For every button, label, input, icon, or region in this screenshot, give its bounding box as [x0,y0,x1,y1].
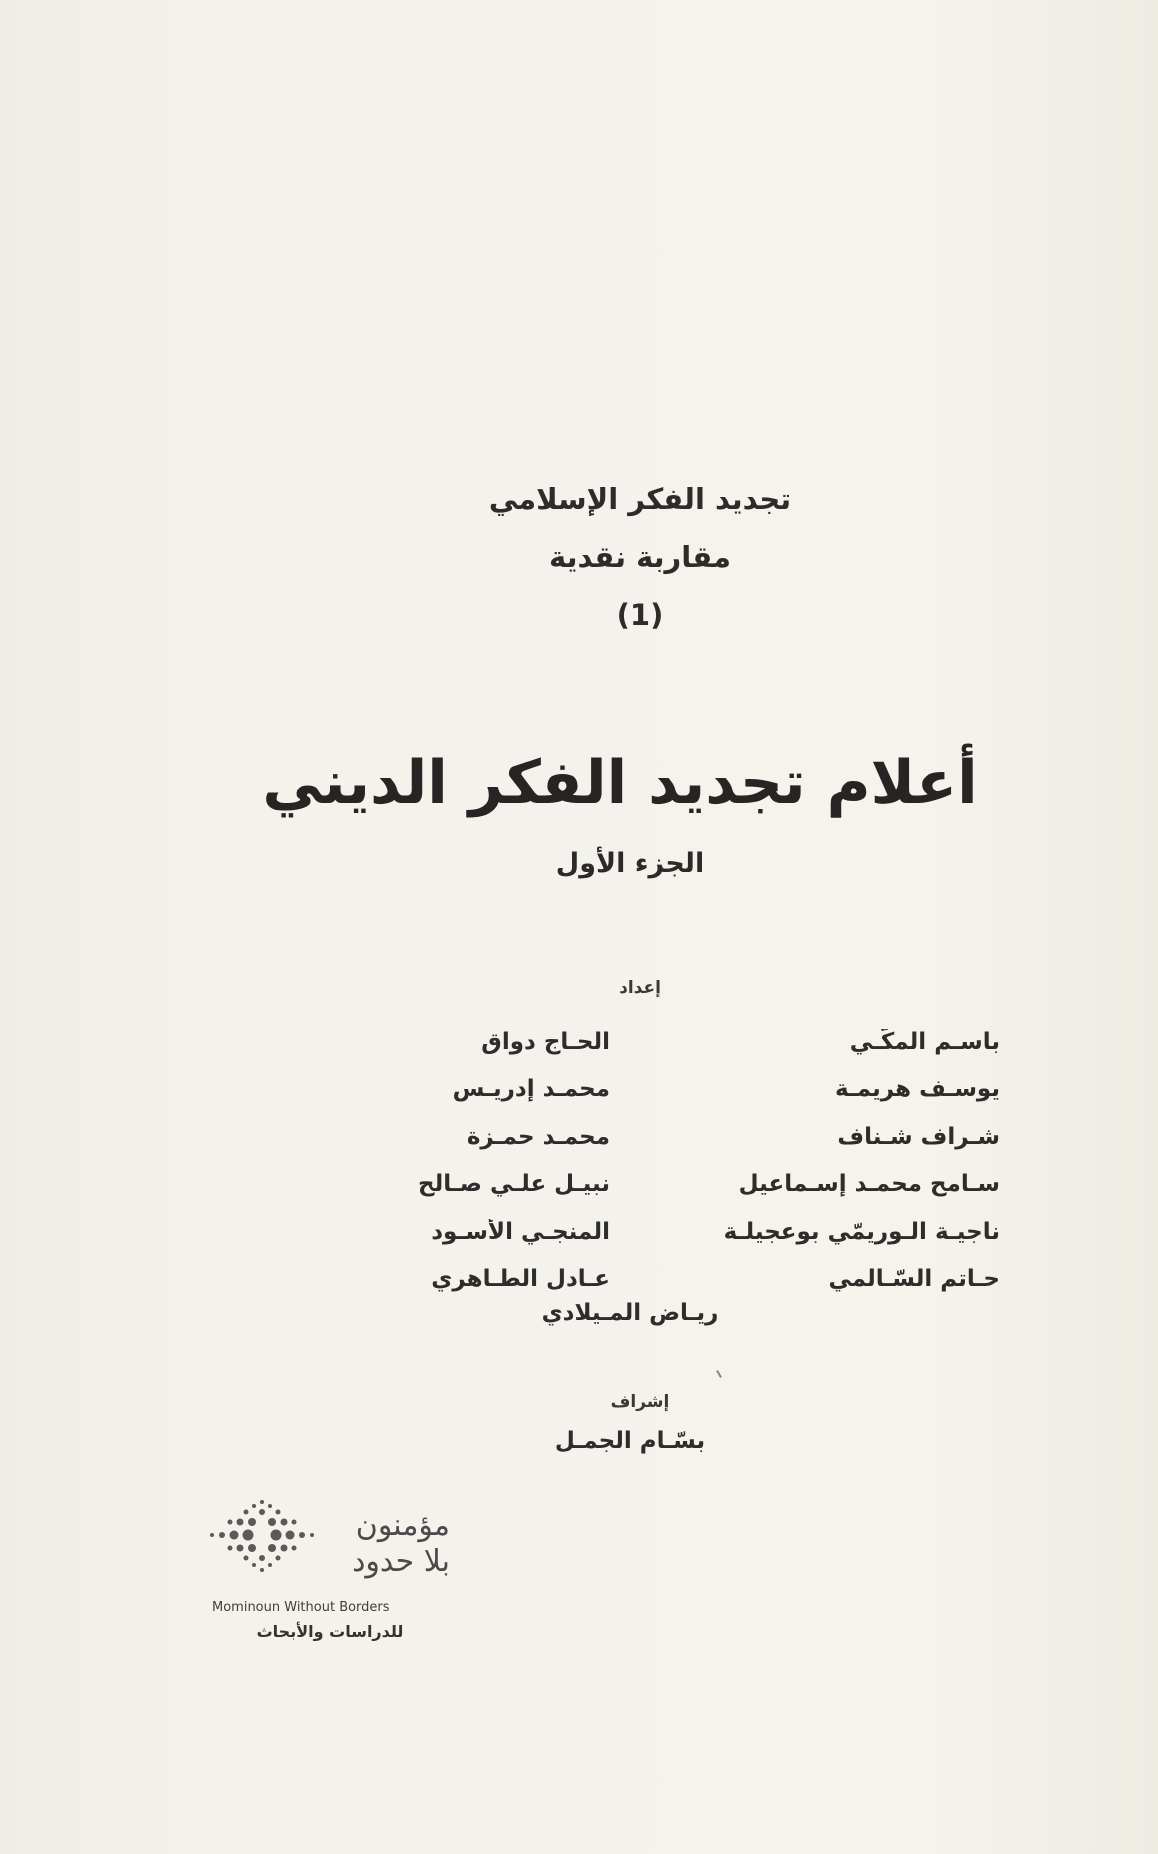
contributor-name: يوسـف هريمـة [834,1076,1000,1103]
contributor-name: محمـد إدريـس [452,1076,610,1103]
contributors-list [280,1018,1000,1303]
publisher-name-english: Mominoun Without Borders [212,1600,390,1615]
contributor-name: عـادل الطـاهري [431,1266,610,1293]
logo-dots-icon [200,1490,330,1600]
contributor-name: المنجـي الأسـود [431,1218,610,1245]
contributor-row [280,1018,1000,1066]
publisher-name-line1: مؤمنون [355,1508,450,1543]
publisher-subtitle: للدراسات والأبحاث [256,1622,404,1641]
series-number: (1) [616,598,664,632]
publisher-name-line2: بلا حدود [352,1544,450,1579]
publisher-logo-text [330,1508,450,1580]
book-title: أعلام تجديد الفكر الديني [262,748,978,818]
contributor-name: محمـد حمـزة [466,1123,610,1150]
series-title: تجديد الفكر الإسلامي [488,482,792,516]
contributor-name: ناجيـة الـوريمّي بوعجيلـة [723,1218,1000,1245]
contributor-row [280,1161,1000,1209]
book-part: الجزء الأول [555,848,705,879]
contributor-name: شـراف شـناف [837,1123,1000,1150]
contributor-name: الحـاج دواق [481,1028,610,1055]
series-title-block [380,470,900,644]
contributor-row [280,1208,1000,1256]
contributor-row [280,1066,1000,1114]
contributor-name-last: ريـاض المـيلادي [541,1300,719,1326]
preparation-label: إعداد [619,978,661,998]
contributor-name: نبيـل علـي صـالح [418,1171,610,1198]
supervisor-name: بسّـام الجمـل [554,1428,706,1454]
contributor-name: سـامح محمـد إسـماعيل [738,1171,1000,1198]
contributor-row [280,1113,1000,1161]
series-subtitle: مقاربة نقدية [549,540,731,574]
paper-speck [716,1370,722,1378]
contributor-row [280,1256,1000,1304]
contributor-name: باسـم المكّـي [849,1028,1000,1055]
contributor-name: حـاتم السّـالمي [828,1266,1000,1293]
supervision-label: إشراف [610,1392,670,1412]
